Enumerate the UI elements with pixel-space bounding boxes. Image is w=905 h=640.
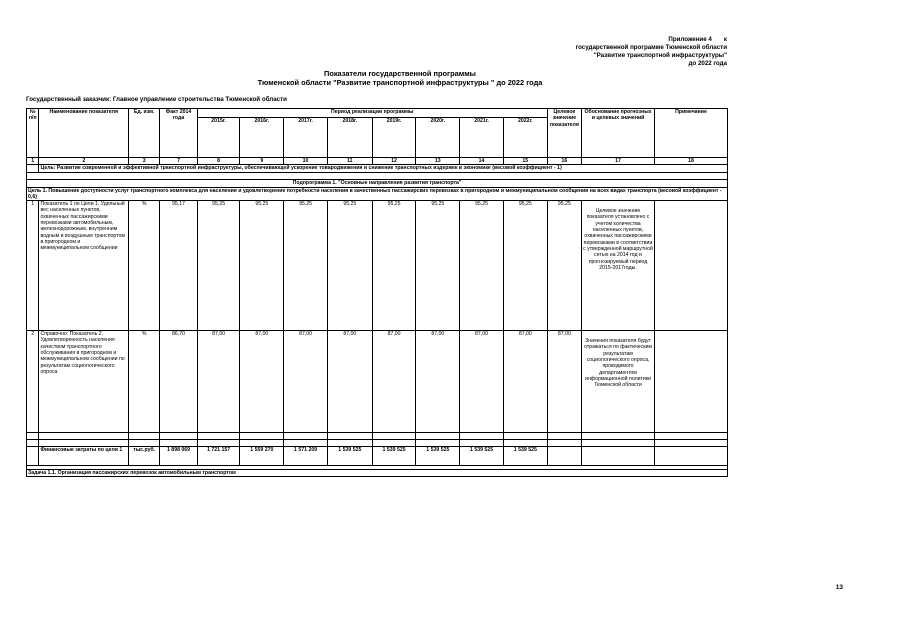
page-number: 13 bbox=[835, 584, 843, 591]
goal1-row: Цель 1. Повышение доступности услуг транспортного комплекса для населения и удовлетворение потребности населения в качественных пассажирских перевозках в пригородном и межмуниципальном сообщении на всех видах транспорта (весовой коэффициент - 0,6) bbox=[27, 187, 728, 201]
row-year-value: 95,25 bbox=[327, 201, 372, 331]
header-unit: Ед. изм. bbox=[129, 109, 160, 158]
row-year-value: 87,00 bbox=[372, 331, 416, 433]
header-num: № п/п bbox=[27, 109, 39, 158]
row-fact: 95,17 bbox=[160, 201, 197, 331]
row-note bbox=[654, 331, 727, 433]
table-row bbox=[27, 201, 728, 331]
row-target: 95,25 bbox=[547, 201, 581, 331]
finance-year-value: 1 721 157 bbox=[197, 447, 240, 466]
header-year: 2015г. bbox=[197, 118, 240, 158]
finance-year-value: 1 539 525 bbox=[327, 447, 372, 466]
appendix-line-2: государственной программе Тюменской области bbox=[575, 44, 727, 51]
header-fact: Факт 2014 года bbox=[160, 109, 197, 158]
col-number: 17 bbox=[582, 158, 655, 165]
header-name: Наименование показателя bbox=[39, 109, 129, 158]
header-year: 2021г. bbox=[460, 118, 504, 158]
row-year-value: 95,25 bbox=[197, 201, 240, 331]
col-number: 1 bbox=[27, 158, 39, 165]
col-number: 3 bbox=[129, 158, 160, 165]
row-justification: Значения показателя будут отражаться по фактическим результатам социологического опроса, проводимого департаментом информационной политики Тюменской области bbox=[582, 331, 655, 433]
finance-row bbox=[27, 447, 728, 466]
finance-name: Финансовые затраты по цели 1 bbox=[39, 447, 129, 466]
col-number: 7 bbox=[160, 158, 197, 165]
header-year: 2016г. bbox=[240, 118, 284, 158]
row-year-value: 87,00 bbox=[460, 331, 504, 433]
row-year-value: 87,00 bbox=[240, 331, 284, 433]
col-number: 14 bbox=[460, 158, 504, 165]
row-justification: Целевое значение показателя установлено с учетом количества населенных пунктов, охваченных пассажирскими перевозками в соответствии с утвержденной маршрутной сетью на 2014 год и прогнозируемый период 2015-2017годы. bbox=[582, 201, 655, 331]
col-number: 13 bbox=[416, 158, 460, 165]
appendix-line-3: "Развитие транспортной инфраструктуры" bbox=[593, 52, 727, 59]
finance-year-value: 1 539 525 bbox=[503, 447, 547, 466]
row-year-value: 87,00 bbox=[327, 331, 372, 433]
header-period: Период реализации программы bbox=[197, 109, 547, 118]
header-year: 2019г. bbox=[372, 118, 416, 158]
row-note bbox=[654, 201, 727, 331]
row-year-value: 95,25 bbox=[460, 201, 504, 331]
row-year-value: 87,00 bbox=[197, 331, 240, 433]
appendix-header bbox=[507, 36, 727, 68]
col-number: 15 bbox=[503, 158, 547, 165]
header-year: 2018г. bbox=[327, 118, 372, 158]
finance-unit: тыс.руб. bbox=[129, 447, 160, 466]
header-justification: Обоснование прогнозных и целевых значений bbox=[582, 109, 655, 158]
finance-year-value: 1 539 525 bbox=[460, 447, 504, 466]
header-year: 2020г. bbox=[416, 118, 460, 158]
header-target: Целевое значение показателя bbox=[547, 109, 581, 158]
goal-row: Цель: Развитие современной и эффективной транспортной инфраструктуры, обеспечивающей ускорение товародвижения и снижение транспортных издержек в экономике (весовой коэффициент - 1) bbox=[39, 165, 728, 173]
row-name: Справочно: Показатель 2. Удовлетворенность населения качеством транспортного обслуживания в пригородном и межмуниципальном сообщении по результатам социологического опроса bbox=[39, 331, 129, 433]
document-title bbox=[170, 69, 630, 87]
col-number: 18 bbox=[654, 158, 727, 165]
row-year-value: 87,00 bbox=[284, 331, 328, 433]
col-number: 9 bbox=[240, 158, 284, 165]
row-num: 1 bbox=[27, 201, 39, 331]
row-target: 87,00 bbox=[547, 331, 581, 433]
col-number: 11 bbox=[327, 158, 372, 165]
row-num: 2 bbox=[27, 331, 39, 433]
row-year-value: 95,25 bbox=[416, 201, 460, 331]
header-note: Примечание bbox=[654, 109, 727, 158]
col-number: 16 bbox=[547, 158, 581, 165]
header-year: 2017г. bbox=[284, 118, 328, 158]
row-name: Показатель 1 по Цели 1. Удельный вес населенных пунктов, охваченных пассажирскими перевозками автомобильным, железнодорожным, внутренним водным и воздушным транспортом в пригородном и межмуниципальном сообщении bbox=[39, 201, 129, 331]
col-number: 12 bbox=[372, 158, 416, 165]
finance-year-value: 1 539 525 bbox=[416, 447, 460, 466]
row-unit: % bbox=[129, 331, 160, 433]
subprogram-row: Подпрограмма 1. "Основные направления развития транспорта" bbox=[27, 180, 728, 187]
header-year: 2022г. bbox=[503, 118, 547, 158]
finance-fact: 1 898 069 bbox=[160, 447, 197, 466]
row-year-value: 87,00 bbox=[416, 331, 460, 433]
title-line-1: Показатели государственной программы bbox=[324, 69, 476, 78]
row-fact: 86,70 bbox=[160, 331, 197, 433]
row-year-value: 95,25 bbox=[240, 201, 284, 331]
col-number: 2 bbox=[39, 158, 129, 165]
row-unit: % bbox=[129, 201, 160, 331]
appendix-line-4: до 2022 года bbox=[688, 60, 727, 67]
row-year-value: 95,25 bbox=[372, 201, 416, 331]
title-line-2: Тюменской области "Развитие транспортной инфраструктуры " до 2022 года bbox=[257, 78, 543, 87]
finance-year-value: 1 571 209 bbox=[284, 447, 328, 466]
indicators-table bbox=[26, 108, 728, 477]
finance-year-value: 1 559 270 bbox=[240, 447, 284, 466]
appendix-label: Приложение 4 bbox=[668, 36, 712, 43]
row-year-value: 95,25 bbox=[284, 201, 328, 331]
state-customer: Государственный заказчик: Главное управление строительства Тюменской области bbox=[26, 96, 287, 103]
task-row: Задача 1.1. Организация пассажирских перевозок автомобильным транспортом bbox=[27, 470, 728, 477]
row-year-value: 95,25 bbox=[503, 201, 547, 331]
row-year-value: 87,00 bbox=[503, 331, 547, 433]
finance-year-value: 1 539 525 bbox=[372, 447, 416, 466]
col-number: 10 bbox=[284, 158, 328, 165]
appendix-label-k: к bbox=[723, 36, 727, 43]
table-row bbox=[27, 331, 728, 433]
col-number: 8 bbox=[197, 158, 240, 165]
